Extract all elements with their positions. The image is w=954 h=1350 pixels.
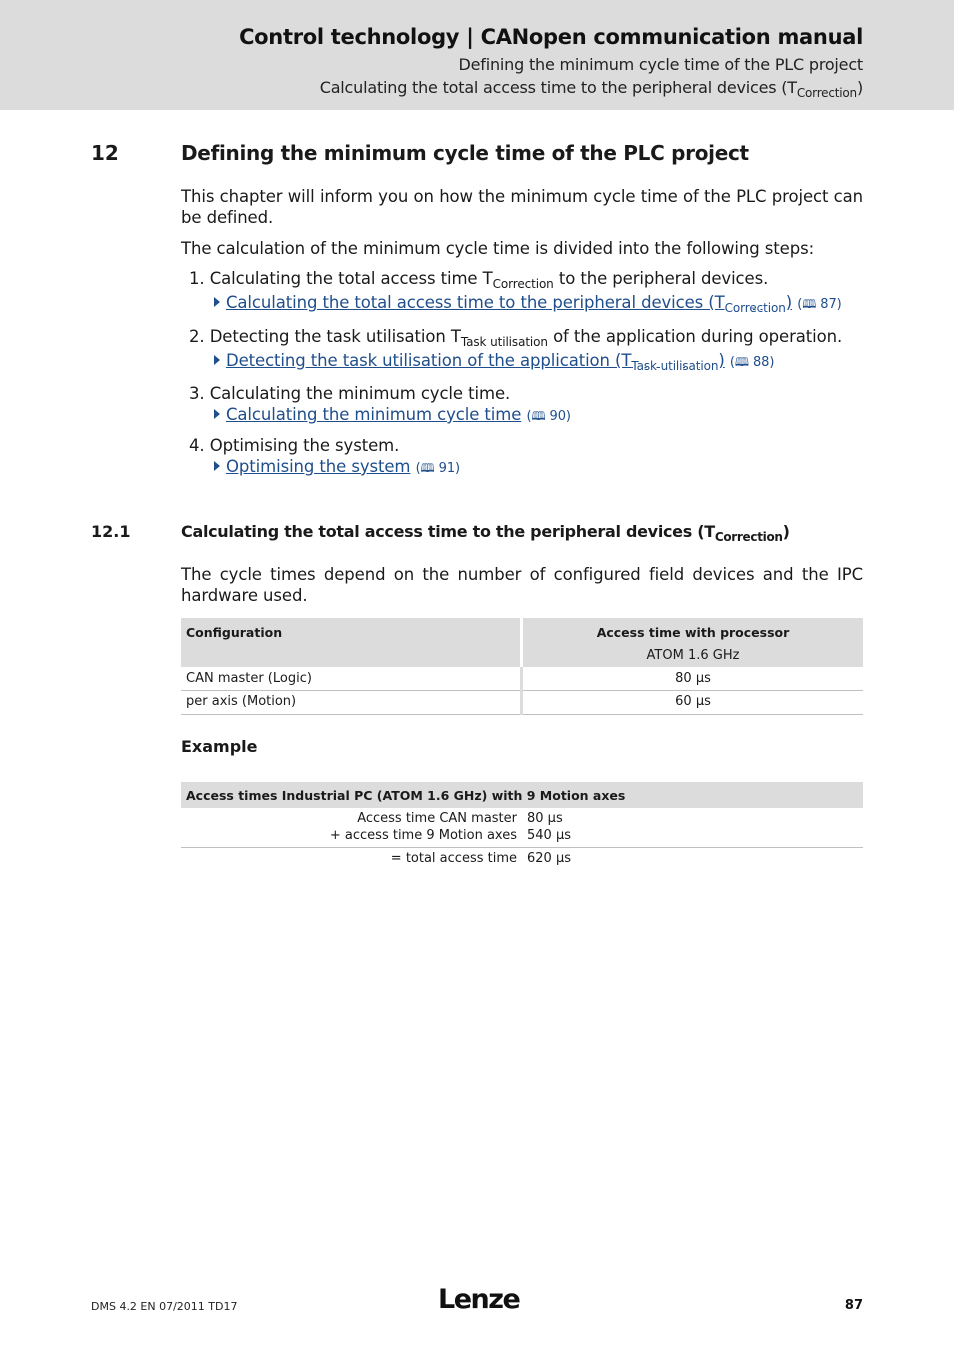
step-3: 3. Calculating the minimum cycle time.	[189, 384, 511, 403]
step-2-link[interactable]: Detecting the task utilisation of the application $(T_{Task utilisation})$	[226, 351, 725, 373]
example-heading: Example	[181, 737, 258, 756]
example-total-label: = total access time	[390, 851, 517, 866]
step-1-link[interactable]: Calculating the total access time to the peripheral devices $(T_{Correction})$	[226, 293, 793, 315]
page-reference: (🕮 90)	[526, 409, 570, 424]
section-intro: The cycle times depend on the number of configured field devices and the IPC hardware used.	[181, 565, 863, 605]
table-cell-time: 60 µs	[675, 694, 711, 709]
step-2-link-row	[214, 351, 774, 374]
book-icon: 🕮	[420, 461, 435, 475]
step-1-link-row	[214, 293, 842, 316]
arrow-right-icon	[214, 409, 220, 419]
step-4: 4. Optimising the system.	[189, 436, 400, 455]
book-icon: 🕮	[802, 297, 817, 311]
page-header	[0, 0, 954, 110]
sum-divider	[181, 847, 863, 848]
book-icon: 🕮	[734, 355, 749, 369]
example-total-value: 620 µs	[527, 851, 571, 866]
step-4-link-row	[214, 457, 460, 480]
column-header-configuration: Configuration	[186, 625, 283, 640]
section-number: 12.1	[91, 522, 131, 541]
section-title: Calculating the total access time to the peripheral devices $(T_{Correction})$	[181, 522, 790, 544]
arrow-right-icon	[214, 461, 220, 471]
page-reference: (🕮 87)	[797, 297, 841, 312]
access-time-table	[181, 618, 863, 716]
column-divider	[520, 667, 523, 715]
row-divider	[181, 690, 520, 691]
example-row-value: 80 µs	[527, 811, 563, 826]
step-3-link-row	[214, 405, 571, 428]
page-reference: (🕮 88)	[730, 355, 774, 370]
header-section-title: Calculating the total access time to the peripheral devices $(T_{Correction})$	[319, 78, 863, 100]
table-cell-config: per axis (Motion)	[186, 694, 297, 709]
column-header-access-time: Access time with processor	[596, 625, 790, 640]
example-header-label: Access times Industrial PC (ATOM 1.6 GHz) with 9 Motion axes	[186, 788, 626, 803]
chapter-intro: This chapter will inform you on how the minimum cycle time of the PLC project can be defined.	[181, 187, 863, 227]
table-cell-config: CAN master (Logic)	[186, 671, 312, 686]
column-subheader-processor: ATOM 1.6 GHz	[646, 648, 740, 663]
step-2: 2. Detecting the task utilisation $T_{Task utilisation}$ of the application during operation.	[189, 327, 843, 349]
example-row-value: 540 µs	[527, 828, 571, 843]
lenze-logo: Lenze	[438, 1284, 520, 1315]
arrow-right-icon	[214, 355, 220, 365]
step-4-link[interactable]: Optimising the system	[226, 457, 411, 476]
page-number: 87	[844, 1298, 863, 1313]
step-1: 1. Calculating the total access time $T_{Correction}$ to the peripheral devices.	[189, 269, 769, 291]
document-id: DMS 4.2 EN 07/2011 TD17	[91, 1300, 238, 1313]
example-row-label: + access time 9 Motion axes	[329, 828, 517, 843]
steps-intro: The calculation of the minimum cycle time is divided into the following steps:	[181, 239, 815, 258]
book-icon: 🕮	[531, 409, 546, 423]
page-reference: (🕮 91)	[416, 461, 460, 476]
header-chapter-title: Defining the minimum cycle time of the PLC project	[458, 55, 863, 74]
table-cell-time: 80 µs	[675, 671, 711, 686]
row-divider	[523, 690, 863, 691]
example-table	[181, 782, 863, 872]
chapter-number: 12	[91, 141, 119, 165]
row-divider	[181, 714, 520, 715]
manual-title: Control technology | CANopen communication manual	[239, 25, 863, 49]
arrow-right-icon	[214, 297, 220, 307]
row-divider	[523, 714, 863, 715]
chapter-title: Defining the minimum cycle time of the PLC project	[181, 141, 749, 165]
step-3-link[interactable]: Calculating the minimum cycle time	[226, 405, 522, 424]
example-row-label: Access time CAN master	[357, 811, 517, 826]
